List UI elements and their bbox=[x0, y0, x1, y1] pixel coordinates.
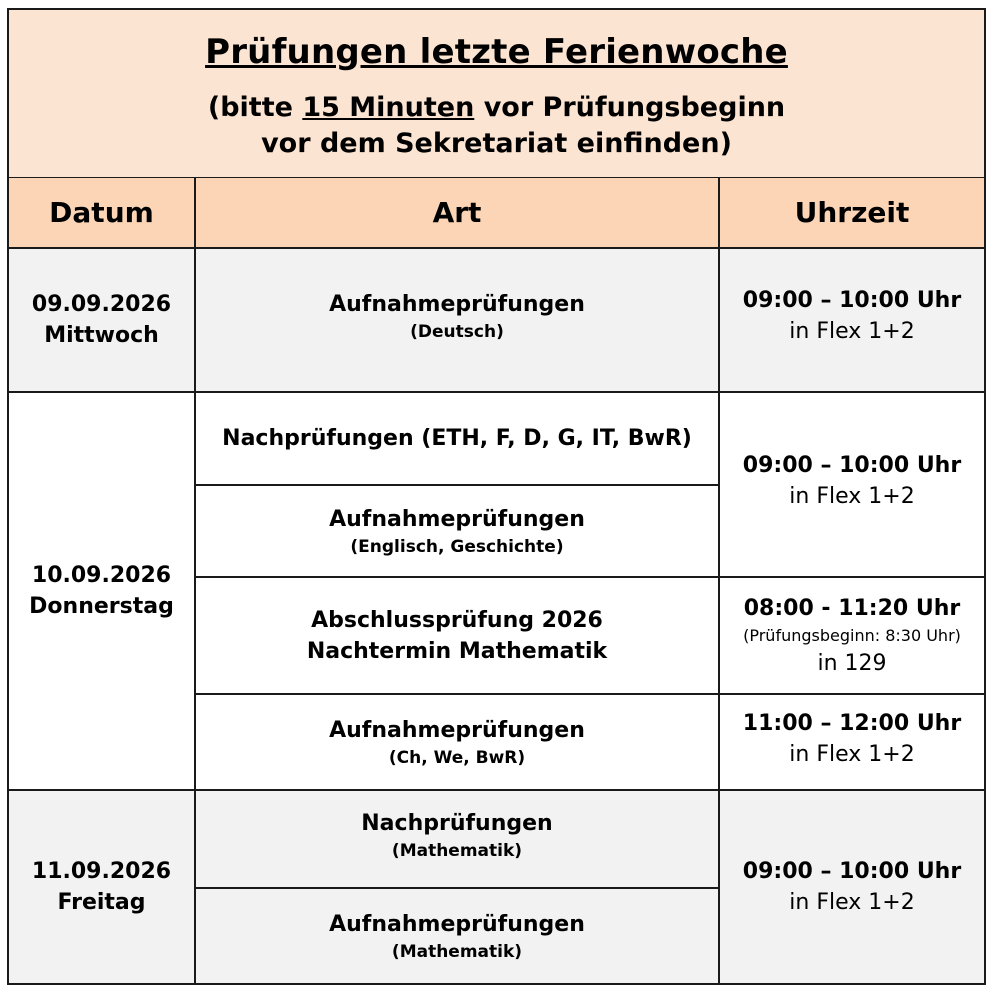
room-value: in Flex 1+2 bbox=[789, 483, 915, 509]
exam-subjects: (Ch, We, BwR) bbox=[388, 747, 526, 768]
time-range: 08:00 - 11:20 Uhr bbox=[743, 595, 961, 621]
exam-subjects: (Mathematik) bbox=[391, 941, 523, 962]
instruction-part-2: vor Prüfungsbeginn bbox=[474, 92, 786, 123]
room-value: in 129 bbox=[817, 650, 887, 676]
art-cell-day3-a bbox=[196, 791, 718, 887]
exam-start-note: (Prüfungsbeginn: 8:30 Uhr) bbox=[743, 625, 961, 645]
time-cell-day1 bbox=[720, 249, 984, 391]
date-cell-day3 bbox=[9, 791, 194, 983]
exam-type-line-2: Nachtermin Mathematik bbox=[306, 638, 608, 664]
art-cell-day2-c bbox=[196, 578, 718, 693]
time-cell-day2-ab bbox=[720, 393, 984, 576]
time-cell-day2-d bbox=[720, 695, 984, 789]
art-cell-day3-b bbox=[196, 889, 718, 983]
exam-subjects: (Deutsch) bbox=[410, 321, 504, 342]
instruction-text bbox=[9, 90, 984, 162]
exam-type: Aufnahmeprüfungen bbox=[329, 291, 585, 317]
exam-type: Aufnahmeprüfungen bbox=[329, 506, 585, 532]
time-range: 11:00 – 12:00 Uhr bbox=[742, 711, 962, 736]
art-cell-day2-a bbox=[196, 393, 718, 484]
date-cell-day2 bbox=[9, 393, 194, 789]
art-cell-day2-b bbox=[196, 486, 718, 576]
table-header bbox=[9, 10, 984, 179]
room-value: in Flex 1+2 bbox=[789, 742, 915, 767]
instruction-time-highlight: 15 Minuten bbox=[302, 92, 475, 123]
exam-subjects: (Mathematik) bbox=[391, 840, 523, 861]
room-value: in Flex 1+2 bbox=[789, 890, 915, 915]
time-cell-day2-c bbox=[720, 578, 984, 693]
time-range: 09:00 – 10:00 Uhr bbox=[742, 859, 962, 884]
exam-type-line-1: Abschlussprüfung 2026 bbox=[311, 607, 603, 633]
exam-type: Aufnahmeprüfungen bbox=[329, 717, 585, 743]
exam-type: Nachprüfungen (ETH, F, D, G, IT, BwR) bbox=[222, 426, 692, 451]
weekday-value: Mittwoch bbox=[44, 323, 159, 348]
exam-type: Nachprüfungen bbox=[361, 810, 553, 836]
date-cell-day1 bbox=[9, 249, 194, 391]
instruction-line-2: vor dem Sekretariat einfinden) bbox=[261, 128, 732, 159]
date-value: 09.09.2026 bbox=[31, 292, 172, 317]
weekday-value: Freitag bbox=[57, 890, 146, 915]
time-range: 09:00 – 10:00 Uhr bbox=[742, 288, 962, 313]
instruction-part-1: (bitte bbox=[207, 92, 303, 123]
art-cell-day1 bbox=[196, 249, 718, 391]
column-header-datum: Datum bbox=[9, 178, 194, 249]
art-cell-day2-d bbox=[196, 695, 718, 789]
time-range: 09:00 – 10:00 Uhr bbox=[742, 452, 962, 478]
schedule-table bbox=[7, 8, 986, 985]
column-header-art: Art bbox=[196, 178, 718, 249]
exam-type: Aufnahmeprüfungen bbox=[329, 911, 585, 937]
column-divider bbox=[194, 178, 196, 983]
weekday-value: Donnerstag bbox=[29, 594, 174, 619]
column-header-uhrzeit: Uhrzeit bbox=[720, 178, 984, 249]
time-cell-day3 bbox=[720, 791, 984, 983]
exam-subjects: (Englisch, Geschichte) bbox=[350, 536, 564, 557]
room-value: in Flex 1+2 bbox=[789, 319, 915, 344]
date-value: 11.09.2026 bbox=[31, 859, 172, 884]
date-value: 10.09.2026 bbox=[31, 563, 172, 588]
column-divider bbox=[718, 178, 720, 983]
page-title: Prüfungen letzte Ferienwoche bbox=[205, 32, 788, 72]
